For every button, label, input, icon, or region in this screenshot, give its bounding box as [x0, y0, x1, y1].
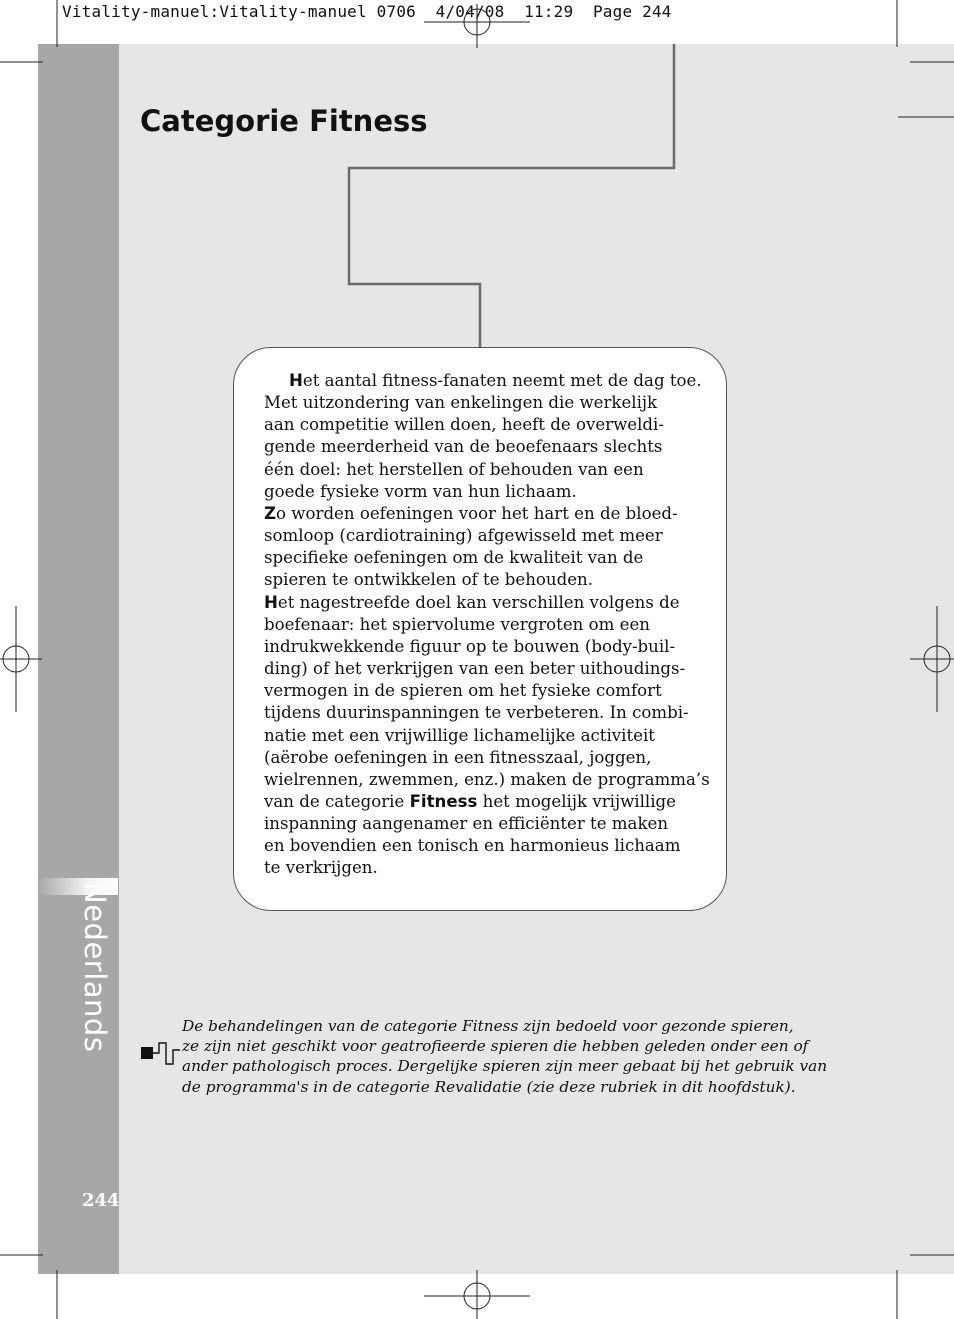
- text-line: spieren te ontwikkelen of te behouden.: [264, 570, 593, 590]
- text-line: ding) of het verkrijgen van een beter uithoudings-: [264, 659, 686, 679]
- text-line: specifieke oefeningen om de kwaliteit van de: [264, 548, 644, 568]
- text-line: goede fysieke vorm van hun lichaam.: [264, 481, 577, 501]
- dropcap: Z: [264, 503, 277, 523]
- text-line: wielrennen, zwemmen, enz.) maken de programma’s: [264, 769, 710, 789]
- note-line: de programma's in de categorie Revalidatie (zie deze rubriek in dit hoofdstuk).: [182, 1077, 796, 1096]
- page-number: 244: [82, 1190, 120, 1211]
- dropcap: H: [289, 371, 303, 390]
- text-line: Het aantal fitness-fanaten neemt met de dag toe.: [289, 371, 702, 390]
- box-text: [264, 370, 710, 880]
- text-line: Met uitzondering van enkelingen die werkelijk: [264, 393, 658, 413]
- text-line: één doel: het herstellen of behouden van een: [264, 459, 644, 479]
- text-line: indrukwekkende figuur op te bouwen (body-buil-: [264, 636, 676, 656]
- brand-word-fitness: Fitness: [409, 791, 478, 811]
- text-line: vermogen in de spieren om het fysieke comfort: [264, 681, 662, 701]
- note-line: De behandelingen van de categorie Fitness zijn bedoeld voor gezonde spieren,: [182, 1017, 794, 1035]
- text-line: somloop (cardiotraining) afgewisseld met meer: [264, 526, 663, 546]
- text-line: en bovendien een tonisch en harmonieus lichaam: [264, 836, 681, 856]
- text-line: inspanning aangenamer en efficiënter te maken: [264, 814, 669, 834]
- print-header-line: Vitality-manuel:Vitality-manuel 0706 4/04/08 11:29 Page 244: [62, 2, 672, 21]
- fitness-description-box: [233, 347, 727, 911]
- text-line: boefenaar: het spiervolume vergroten om een: [264, 614, 650, 634]
- note-text: [182, 1016, 828, 1097]
- text-line: tijdens duurinspanningen te verbeteren. In combi-: [264, 703, 689, 723]
- text-line: Zo worden oefeningen voor het hart en de bloed-: [264, 503, 678, 523]
- note-line: ze zijn niet geschikt voor geatrofieerde spieren die hebben geleden onder een of: [182, 1037, 809, 1056]
- text-line: te verkrijgen.: [264, 858, 378, 878]
- text-line: Het nagestreefde doel kan verschillen volgens de: [264, 592, 680, 612]
- text-line: gende meerderheid van de beoefenaars slechts: [264, 437, 663, 457]
- note-line: ander pathologisch proces. Dergelijke spieren zijn meer gebaat bij het gebruik van: [182, 1057, 828, 1076]
- text-line: (aërobe oefeningen in een fitnesszaal, joggen,: [264, 747, 652, 767]
- page-title: Categorie Fitness: [140, 104, 428, 138]
- text-line: aan competitie willen doen, heeft de overweldi-: [264, 415, 664, 435]
- dropcap: H: [264, 592, 278, 612]
- text-line: van de categorie Fitness het mogelijk vrijwillige: [264, 791, 676, 811]
- text-line: natie met een vrijwillige lichamelijke activiteit: [264, 725, 655, 745]
- language-tab: Nederlands: [78, 882, 112, 1053]
